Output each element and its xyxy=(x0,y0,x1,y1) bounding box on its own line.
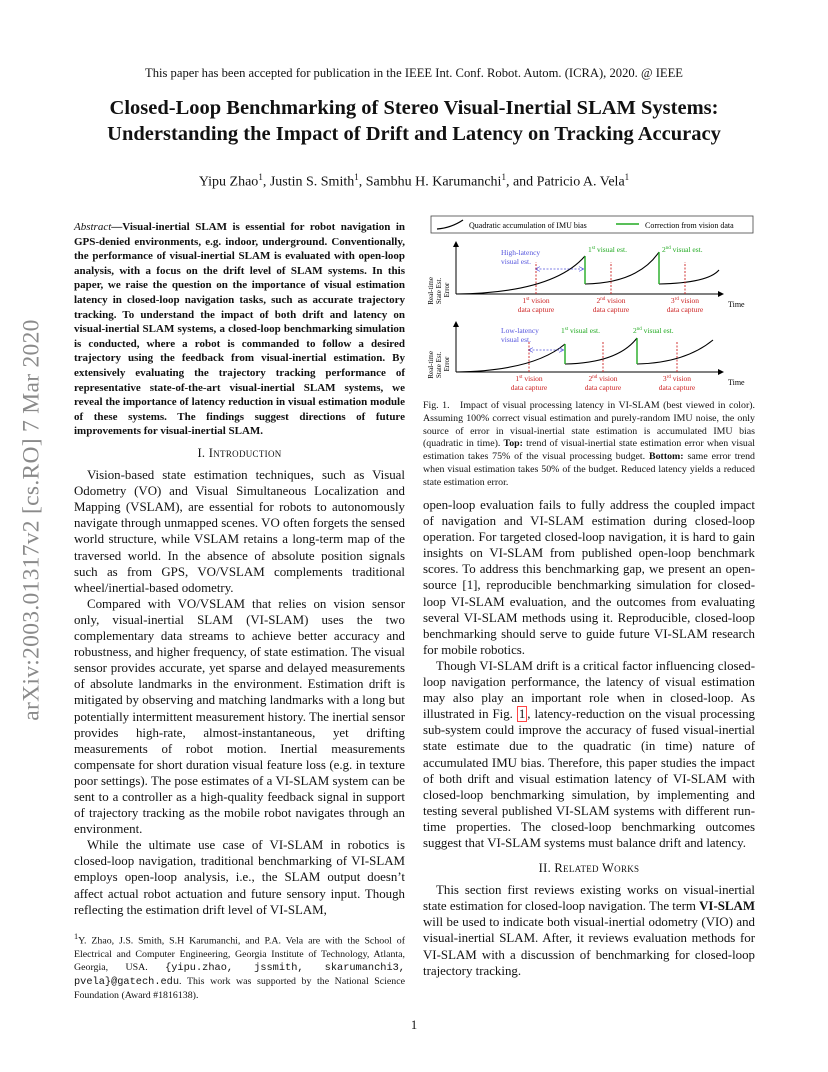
affiliation-footnote xyxy=(74,930,405,1003)
abstract xyxy=(74,220,405,439)
capture-sup: st xyxy=(526,297,530,302)
capture-label xyxy=(511,374,548,392)
visual-est-num: 2 xyxy=(633,326,637,335)
capture-sup: nd xyxy=(600,297,606,302)
imu-error-curve xyxy=(659,270,719,284)
author-name: Sambhu H. Karumanchi xyxy=(365,174,502,190)
section-heading-introduction xyxy=(74,445,405,461)
visual-est-sup: st xyxy=(564,327,569,332)
left-column xyxy=(74,445,405,918)
visual-est-sup: nd xyxy=(636,327,642,332)
author-separator: , and xyxy=(505,174,537,190)
visual-est-num: 1 xyxy=(588,245,592,254)
footnote-marker: 1 xyxy=(74,932,79,941)
abstract-text: Visual-inertial SLAM is essential for robot navigation in GPS-denied environments, e.g. indoor, underground. Conventionally, the performance of visual-inertial SLAM is evaluated with open-loop analysis, with a focus on the drift level of SLAM systems. In this paper, we raise the question on the importance of visual estimation latency in closed-loop navigation tasks, such as accurate trajectory tracking. To understand the impact of both drift and latency on visual-inertial SLAM systems, a closed-loop benchmarking simulation is conducted, where a robot is commanded to follow a desired trajectory using the feedback from visual-inertial estimation. By extensively evaluating the trajectory tracking performance of representative state-of-the-art visual-inertial SLAM systems, we reveal the importance of latency reduction in visual estimation module of these systems. The findings suggest directions of future improvements for visual-inertial SLAM. xyxy=(74,221,405,438)
paragraph-text: Though VI-SLAM drift is a critical factor influencing closed-loop navigation performance, the latency of visual estimation may also play an important role when in closed-loop. As illustrated in Fig. xyxy=(423,658,755,722)
label-line: visual est. xyxy=(501,335,531,344)
section-number: II. xyxy=(538,861,555,876)
label-line: Low-latency xyxy=(501,326,539,335)
abstract-dash: — xyxy=(111,221,123,233)
figure-1 xyxy=(423,212,755,398)
capture-sup: st xyxy=(519,375,523,380)
publication-notice: This paper has been accepted for publication in the IEEE Int. Conf. Robot. Autom. (ICRA), 2020. @ IEEE xyxy=(145,66,683,80)
capture-line-2: data capture xyxy=(584,383,622,392)
capture-line-2: data capture xyxy=(658,383,696,392)
capture-sup: nd xyxy=(592,375,598,380)
intro-paragraph-1: Vision-based state estimation techniques, such as Visual Odometry (VO) and Visual Simultaneous Localization and Mapping (VSLAM), are essential for robots to autonomously navigate through unmapped scenes. VO often forgets the sensed world structure, while VSLAM retains a long-term map of the traversed world. In the absence of absolute position signals such as from GPS, VO/VSLAM complements traditional wheel/inertial-based odometry. xyxy=(74,468,405,595)
capture-suffix: vision xyxy=(597,374,618,383)
x-axis-label: Time xyxy=(728,378,745,387)
legend-imu: Quadratic accumulation of IMU bias xyxy=(469,221,587,230)
capture-suffix: vision xyxy=(529,296,550,305)
right-column xyxy=(423,497,755,979)
y-label-line: State Est. xyxy=(435,277,443,305)
author-affiliation: 1 xyxy=(501,172,506,182)
section-title: Introduction xyxy=(208,446,282,460)
intro-paragraph-2: Compared with VO/VSLAM that relies on vision sensor only, visual-inertial SLAM (VI-SLAM) uses the two complementary data streams to achieve better accuracy and robustness, and higher frequency, of state estimation. The visual sensor provides accurate, yet sparse and delayed measurements of absolute landmarks in the environment. Estimation drift is mitigated by observing and matching landmarks with a long but potentially intermittent measurement history. The inertial sensor provides high-rate, almost-instantaneous, yet drifting measurements of robot motion. Inertial measurements compensate for short duration visual feature loss (e.g. in texture poor settings). The pose estimates of a VI-SLAM system can be sent to a controller as a high-quality feedback signal in support of trajectory tracking as the mobile robot navigates through an environment. xyxy=(74,596,405,837)
bottom-panel xyxy=(427,322,745,392)
right-paragraph-2 xyxy=(423,658,755,851)
capture-line-2: data capture xyxy=(592,305,630,314)
capture-label xyxy=(667,296,704,314)
footnote-funding: . This work was supported by the National Science Foundation (Award #1816138). xyxy=(74,976,405,1002)
imu-error-curve xyxy=(585,252,659,284)
caption-bottom-label: Bottom: xyxy=(649,451,684,463)
y-axis-label-bottom xyxy=(427,349,451,378)
term-vi-slam: VI-SLAM xyxy=(699,899,755,914)
right-paragraph-1: open-loop evaluation fails to fully address the coupled impact of navigation and VI-SLAM estimation during closed-loop operation. For targeted closed-loop navigation, it is hard to gain insights on VI-SLAM from published open-loop benchmark scores. To address this benchmarking gap, we present an open-source [1], reproducible benchmarking simulation for closed-loop VI-SLAM evaluation, and the outcomes from evaluating several VI-SLAM methods using it. Reproducible, closed-loop benchmarking should serve to guide future VI-SLAM research for mobile robotics. xyxy=(423,498,755,657)
visual-est-suffix: visual est. xyxy=(670,245,703,254)
capture-suffix: vision xyxy=(522,374,543,383)
visual-est-num: 1 xyxy=(561,326,565,335)
capture-num: 1 xyxy=(522,296,527,305)
visual-est-label xyxy=(633,326,674,335)
author-separator: , xyxy=(358,174,366,190)
visual-est-label xyxy=(561,326,600,335)
imu-error-curve xyxy=(565,338,637,364)
imu-error-curve xyxy=(637,340,713,364)
capture-label xyxy=(518,296,555,314)
visual-est-label xyxy=(662,245,703,254)
arxiv-side-label xyxy=(4,290,60,750)
paragraph-text: will be used to indicate both visual-inertial odometry (VIO) and visual-inertial SLAM. After, it reviews evaluation methods for VI-SLAM with a discussion of benchmarking for closed-loop trajectory tracking. xyxy=(423,915,755,978)
arxiv-identifier: arXiv:2003.01317v2 [cs.RO] 7 Mar 2020 xyxy=(18,319,45,721)
capture-label xyxy=(659,374,696,392)
author-separator: , xyxy=(262,174,270,190)
capture-suffix: vision xyxy=(670,374,692,383)
legend-imu-swatch xyxy=(437,220,463,229)
capture-line-2: data capture xyxy=(510,383,548,392)
caption-text: same error trend when visual estimation takes 50% of the budget. Reduced latency yields a reduced state estimation error. xyxy=(423,451,755,488)
capture-suffix: vision xyxy=(678,296,700,305)
capture-num: 3 xyxy=(670,296,675,305)
page-number: 1 xyxy=(410,1018,418,1032)
visual-est-suffix: visual est. xyxy=(595,245,627,254)
capture-suffix: vision xyxy=(605,296,626,305)
section-heading-related-works xyxy=(423,860,755,876)
author-affiliation: 1 xyxy=(624,172,630,182)
label-line: visual est. xyxy=(501,257,531,266)
author-affiliation: 1 xyxy=(258,172,263,182)
right-paragraph-3 xyxy=(423,882,755,979)
author-affiliation: 1 xyxy=(354,172,359,182)
low-latency-label xyxy=(501,326,541,344)
capture-num: 3 xyxy=(662,374,667,383)
legend-vision: Correction from vision data xyxy=(645,221,734,230)
footnote-email: {yipu.zhao, jssmith, skarumanchi3, pvela}@gatech.edu xyxy=(74,961,405,989)
figure-reference-link[interactable]: 1 xyxy=(518,707,526,722)
capture-num: 1 xyxy=(515,374,520,383)
paper-title xyxy=(40,95,788,147)
figure-caption xyxy=(423,400,755,490)
title-line-1: Closed-Loop Benchmarking of Stereo Visual-Inertial SLAM Systems: xyxy=(109,97,719,119)
capture-line-2: data capture xyxy=(517,305,555,314)
author-list xyxy=(0,172,828,191)
visual-est-sup: st xyxy=(591,246,596,251)
latency-illustration xyxy=(423,212,755,398)
paragraph-text: , latency-reduction on the visual processing sub-system could improve the accuracy of fused visual-inertial state estimate due to the quadratic (in time) nature of accumulated IMU bias. Therefore, this paper studies the impact of both drift and visual estimation latency of VI-SLAM with closed-loop benchmarking simulation, by implementing and testing several published VI-SLAM systems with different run-time properties. The closed-loop benchmarking outcomes suggest that VI-SLAM systems must balance drift and latency. xyxy=(423,707,755,850)
y-label-line: Error xyxy=(443,282,451,298)
capture-label xyxy=(585,374,622,392)
visual-est-num: 2 xyxy=(662,245,666,254)
visual-est-sup: nd xyxy=(665,246,671,251)
intro-paragraph-3: While the ultimate use case of VI-SLAM in robotics is closed-loop navigation, traditional benchmarking of VI-SLAM employs open-loop analysis, i.e., the SLAM output doesn’t affect actual robot actuation and future sensory input. Though reflecting the estimation drift level of VI-SLAM, xyxy=(74,838,405,917)
capture-line-2: data capture xyxy=(666,305,704,314)
paragraph-text: This section first reviews existing works on visual-inertial state estimation for closed-loop navigation. The term xyxy=(423,883,755,914)
title-line-2: Understanding the Impact of Drift and Latency on Tracking Accuracy xyxy=(107,123,721,145)
author-name: Yipu Zhao xyxy=(198,174,259,190)
y-label-line: Real-time xyxy=(427,277,435,305)
abstract-lead: Abstract xyxy=(74,221,112,233)
high-latency-label xyxy=(501,248,542,266)
footnote-text: Y. Zhao, J.S. Smith, S.H Karumanchi, and P.A. Vela are with the School of Electrical and Computer Engineering, Georgia Institute of Technology, Atlanta, Georgia, USA. xyxy=(74,935,405,973)
y-label-line: Real-time xyxy=(427,351,435,379)
capture-label xyxy=(593,296,630,314)
y-label-line: State Est. xyxy=(435,351,443,379)
section-number: I. xyxy=(197,446,209,460)
capture-num: 2 xyxy=(588,374,593,383)
caption-top-label: Top: xyxy=(503,438,523,450)
caption-lead: Fig. 1. xyxy=(423,400,450,411)
imu-error-curve xyxy=(456,344,565,372)
caption-text: Impact of visual processing latency in VI-SLAM (best viewed in color). Assuming 100% correct visual estimation and purely-random IMU noise, the only source of error in visual-inertial state estimation is accumulated IMU bias (quadratic in time). xyxy=(423,400,756,450)
capture-sup: rd xyxy=(674,297,679,302)
x-axis-label: Time xyxy=(728,300,745,309)
y-axis-label-top xyxy=(427,275,451,304)
author-name: Patricio A. Vela xyxy=(536,174,625,190)
visual-est-suffix: visual est. xyxy=(568,326,600,335)
author-name: Justin S. Smith xyxy=(269,174,355,190)
label-line: High-latency xyxy=(501,248,541,257)
capture-sup: rd xyxy=(666,375,671,380)
y-label-line: Error xyxy=(443,356,451,372)
caption-text: trend of visual-inertial state estimation error when visual estimation takes 75% of the visual processing budget. xyxy=(423,438,755,463)
section-title: Related Works xyxy=(554,861,640,876)
capture-num: 2 xyxy=(596,296,601,305)
visual-est-label xyxy=(588,245,627,254)
visual-est-suffix: visual est. xyxy=(641,326,674,335)
top-panel xyxy=(427,242,745,314)
